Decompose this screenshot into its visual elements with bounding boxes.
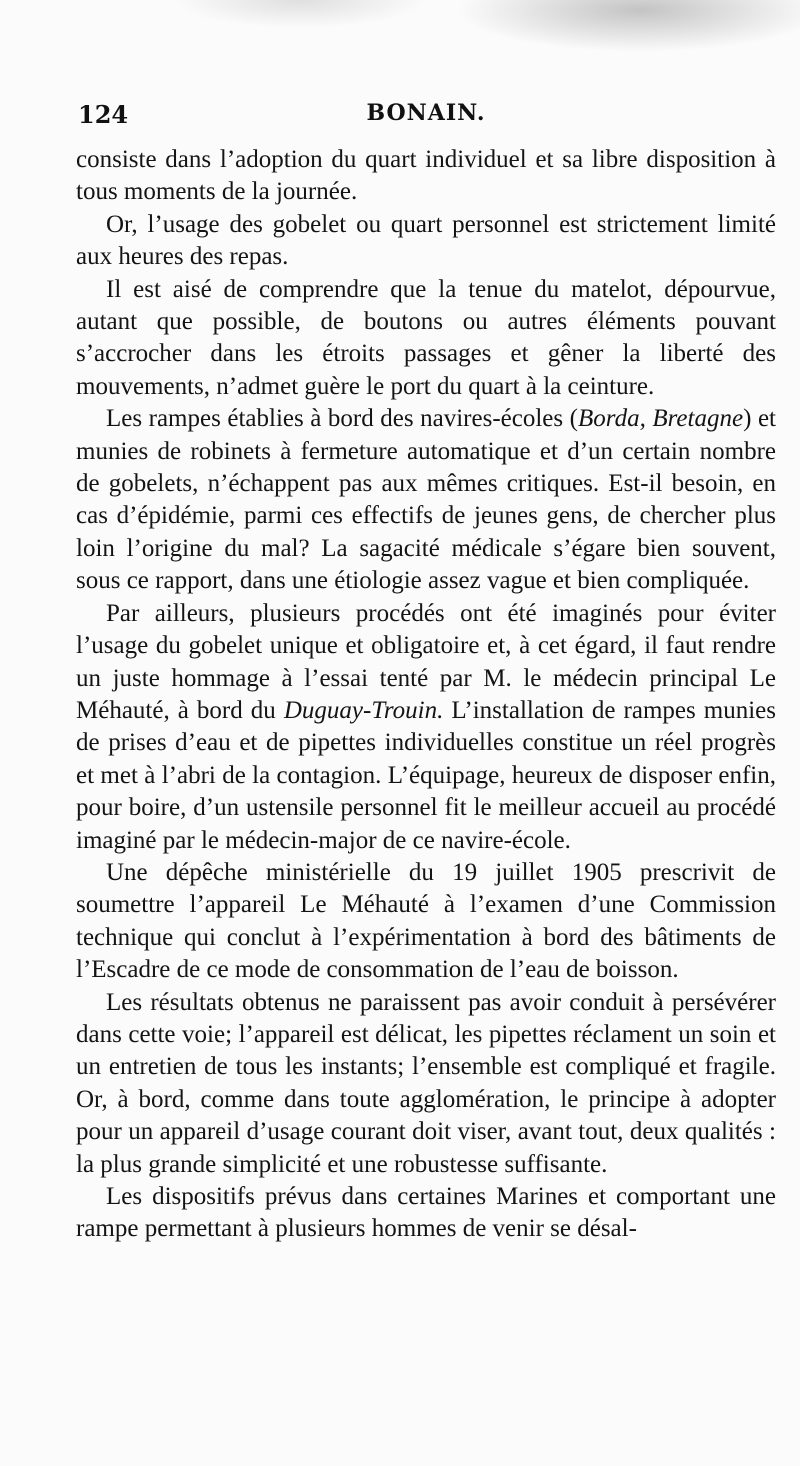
paragraph-text: ) et munies de robinets à fermeture automatique et d’un certain nombre de gobelets, n’échappent pas aux mêmes critiques. Est-il besoin, en cas d’épidémie, parmi ces effectifs de jeunes gens, de chercher plus loin l’origine du mal? La sagacité médicale s’égare bien souvent, sous ce rapport, dans une étiologie assez vague et bien compliquée. — [76, 405, 776, 595]
paragraph: Or, l’usage des gobelet ou quart personnel est strictement limité aux heures des repas. — [76, 210, 776, 271]
ship-name-italic: Duguay-Trouin. — [283, 696, 444, 724]
paragraph-continuation: consiste dans l’adoption du quart individuel et sa libre disposition à tous moments de la journée. — [76, 146, 776, 206]
paragraph-text: Les rampes établies à bord des navires-écoles ( — [106, 405, 578, 433]
page-number: 124 — [78, 100, 129, 129]
body-text — [76, 144, 776, 1246]
paragraph — [76, 598, 776, 857]
paragraph — [76, 403, 776, 597]
paragraph-text: L’installation de rampes munies de prises d’eau et de pipettes individuelles constitue un réel progrès et met à l’abri de la contagion. L’équipage, heureux de disposer enfin, pour boire, d’un ustensile personnel fit le meilleur accueil au procédé imaginé par le médecin-major de ce navire-école. — [76, 696, 777, 854]
running-head: BONAIN. — [366, 100, 486, 126]
page-header — [76, 100, 776, 134]
paragraph: Une dépêche ministérielle du 19 juillet 1905 prescrivit de soumettre l’appareil Le Méhauté à l’examen d’une Commission technique qui conclut à l’expérimentation à bord des bâtiments de l’Escadre de ce mode de consommation de l’eau de boisson. — [76, 858, 776, 984]
paragraph: Il est aisé de comprendre que la tenue du matelot, dépourvue, autant que possible, de boutons ou autres éléments pouvant s’accrocher dans les étroits passages et gêner la liberté des mouvements, n’admet guère le port du quart à la ceinture. — [76, 275, 776, 400]
paragraph: Les dispositifs prévus dans certaines Marines et comportant une rampe permettant à plusieurs hommes de venir se désal- — [76, 1183, 776, 1243]
paragraph-text: Par ailleurs, plusieurs procédés ont été imaginés pour éviter l’usage du gobelet unique et obligatoire et, à cet égard, il faut rendre un juste hommage à l’essai tenté par M. le médecin principal Le Méhauté, à bord du — [76, 599, 776, 724]
paragraph: Les résultats obtenus ne paraissent pas avoir conduit à persévérer dans cette voie; l’appareil est délicat, les pipettes réclament un soin et un entretien de tous les instants; l’ensemble est compliqué et fragile. Or, à bord, comme dans toute agglomération, le principe à adopter pour un appareil d’usage courant doit viser, avant tout, deux qualités : la plus grande simplicité et une robustesse suffisante. — [76, 988, 776, 1178]
ship-names-italic: Borda, Bretagne — [578, 405, 744, 433]
